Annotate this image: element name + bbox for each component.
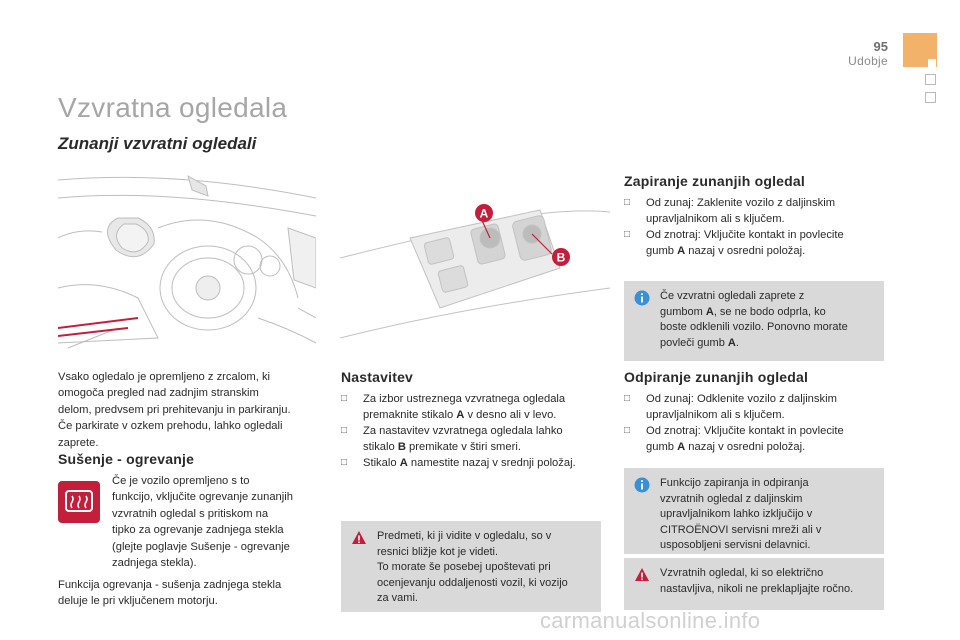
list-item [341, 455, 609, 471]
bullet-icon: □ [624, 393, 631, 404]
chapter-label: Udobje [848, 54, 888, 68]
section-title: Zunanji vzvratni ogledali [58, 134, 257, 153]
drying-line: vzvratnih ogledal s pritiskom na [112, 507, 269, 520]
item-text: upravljalnikom ali s ključem. [646, 213, 785, 225]
intro-line: Če parkirate v ozkem prehodu, lahko ogledali [58, 420, 283, 433]
drying-line: Če je vozilo opremljeno s to [112, 475, 250, 487]
item-text: Stikalo A namestite nazaj v srednji položaj. [363, 457, 576, 469]
drying-line: zadnjega stekla). [112, 557, 197, 570]
item-text: Od znotraj: Vključite kontakt in povlecite [646, 425, 844, 437]
callout-a-label: A [479, 206, 489, 221]
page-number: 95 [873, 39, 888, 54]
rear-defrost-icon [58, 481, 100, 523]
callout-b-label: B [556, 250, 566, 265]
cockpit-illustration [58, 168, 316, 358]
note-line: resnici bližje kot je videti. [377, 545, 499, 558]
intro-line: zaprete. [58, 436, 99, 449]
page-header [848, 40, 888, 68]
unfolding-list [624, 391, 894, 455]
list-item [624, 391, 894, 423]
note-line: boste odklenili vozilo. Ponovno morate [660, 321, 848, 334]
folding-list [624, 195, 894, 259]
watermark: carmanualsonline.info [540, 608, 761, 633]
bullet-icon: □ [624, 229, 631, 240]
folding-heading: Zapiranje zunanjih ogledal [624, 173, 805, 189]
intro-line: Vsako ogledalo je opremljeno z zrcalom, ki [58, 371, 271, 383]
note-line: Funkcijo zapiranja in odpiranja [660, 477, 809, 489]
drying-line: tipko za ogrevanje zadnjega stekla [112, 524, 284, 537]
item-text: stikalo B premikate v štiri smeri. [363, 441, 521, 453]
callout-a [475, 204, 493, 222]
drying-footer-line: Funkcija ogrevanja - sušenja zadnjega stekla [58, 579, 282, 591]
bullet-icon: □ [341, 393, 348, 404]
tab-marker [925, 74, 936, 85]
manual-fold-warning-note [624, 558, 884, 610]
bullet-icon: □ [341, 425, 348, 436]
item-text: Za nastavitev vzvratnega ogledala lahko [363, 425, 563, 437]
item-text: Od zunaj: Zaklenite vozilo z daljinskim [646, 197, 836, 209]
bullet-icon: □ [624, 425, 631, 436]
item-text: Od znotraj: Vključite kontakt in povlecite [646, 229, 844, 241]
folding-info-note [624, 281, 884, 361]
info-icon [634, 477, 650, 493]
list-item [341, 423, 609, 455]
bullet-icon: □ [341, 457, 348, 468]
note-line: Predmeti, ki ji vidite v ogledalu, so v [377, 530, 552, 542]
item-text: gumb A nazaj v osredni položaj. [646, 441, 806, 453]
intro-line: delom, predvsem pri prehitevanju in parkiranju. [58, 403, 291, 416]
service-info-note [624, 468, 884, 554]
list-item [624, 423, 894, 455]
info-icon [634, 290, 650, 306]
item-text: premaknite stikalo A v desno ali v levo. [363, 409, 557, 421]
note-line: nastavljiva, nikoli ne preklapljajte ročno. [660, 582, 854, 595]
list-item [624, 227, 894, 259]
drying-paragraph [112, 473, 322, 571]
drying-line: funkcijo, vključite ogrevanje zunanjih [112, 491, 293, 504]
intro-paragraph [58, 369, 318, 451]
note-line: Vzvratnih ogledal, ki so električno [660, 567, 824, 579]
note-line: vzvratnih ogledal z daljinskim [660, 492, 803, 505]
list-item [624, 195, 894, 227]
note-line: povleči gumb A. [660, 336, 739, 349]
note-line: To morate še posebej upoštevati pri [377, 561, 551, 574]
warning-icon [634, 567, 650, 583]
callout-b [552, 248, 570, 266]
note-line: za vami. [377, 592, 418, 605]
item-text: upravljalnikom ali s ključem. [646, 409, 785, 421]
drying-footer-line: deluje le pri vključenem motorju. [58, 595, 218, 608]
note-line: upravljalnikom lahko izključijo v [660, 508, 813, 521]
list-item [341, 391, 609, 423]
tab-marker-active [928, 59, 936, 67]
unfolding-heading: Odpiranje zunanjih ogledal [624, 369, 809, 385]
note-line: usposobljeni servisni delavnici. [660, 539, 811, 552]
mirror-warning-note [341, 521, 601, 612]
warning-icon [351, 530, 367, 546]
page-title: Vzvratna ogledala [58, 92, 288, 123]
note-line: ocenjevanju oddaljenosti vozil, ki vozijo [377, 576, 568, 589]
drying-footer [58, 577, 320, 610]
note-line: Če vzvratni ogledali zaprete z [660, 290, 805, 302]
bullet-icon: □ [624, 197, 631, 208]
note-line: gumbom A, se ne bodo odprla, ko [660, 305, 826, 318]
item-text: Za izbor ustreznega vzvratnega ogledala [363, 393, 566, 405]
item-text: Od zunaj: Odklenite vozilo z daljinskim [646, 393, 837, 405]
note-line: CITROËNOVI servisni mreži ali v [660, 523, 822, 536]
intro-line: omogoča pregled nad zadnjim stranskim [58, 387, 259, 400]
item-text: gumb A nazaj v osredni položaj. [646, 245, 806, 257]
tab-marker [925, 92, 936, 103]
door-switch-illustration [340, 198, 610, 348]
settings-heading: Nastavitev [341, 369, 414, 385]
drying-line: (glejte poglavje Sušenje - ogrevanje [112, 540, 290, 553]
drying-heading: Sušenje - ogrevanje [58, 451, 195, 467]
settings-list [341, 391, 609, 471]
